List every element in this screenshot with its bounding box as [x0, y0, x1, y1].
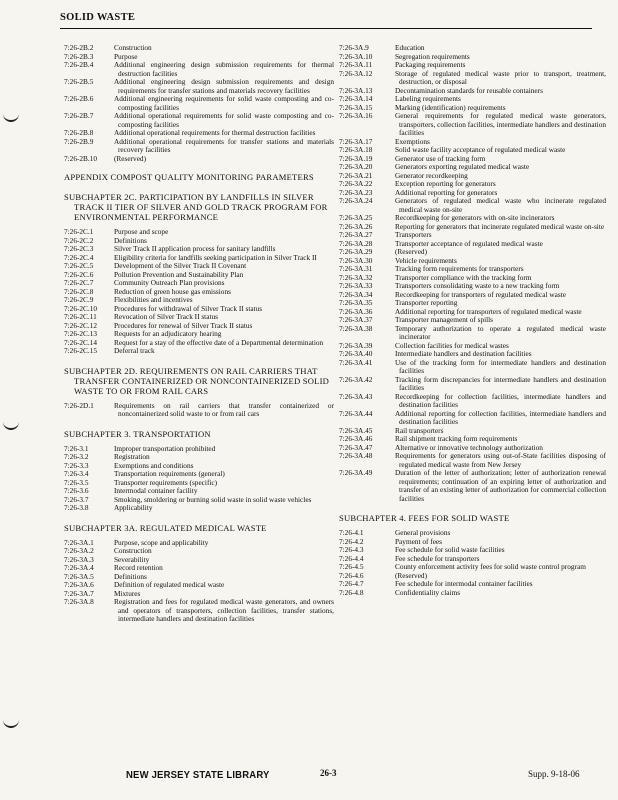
- toc-entry: [64, 402, 334, 419]
- section-number: 7:26-2B.9: [64, 136, 94, 146]
- section-title: Additional engineering requirements for solid waste composting and co-composting facilities: [114, 94, 334, 112]
- section-number: 7:26-4.3: [339, 545, 364, 554]
- section-title: Collection facilities for medical wastes: [395, 340, 509, 350]
- section-number: 7:26-3A.28: [339, 238, 373, 248]
- section-number: 7:26-3.8: [64, 503, 89, 512]
- section-title: Severability: [114, 554, 150, 564]
- toc-entry: [339, 529, 606, 538]
- section-number: 7:26-3A.15: [339, 102, 373, 112]
- toc-entry: [339, 359, 606, 376]
- section-number: 7:26-3A.27: [339, 230, 373, 239]
- entry-list-2c: [64, 228, 334, 356]
- section-title: Storage of regulated medical waste prior to transport, treatment, destruction, or disposal: [395, 68, 606, 86]
- section-title: Definitions: [114, 571, 147, 581]
- section-title: Transporter acceptance of regulated medical waste: [395, 238, 543, 248]
- section-number: 7:26-2D.1: [64, 400, 94, 410]
- section-title: Transporter management of spills: [395, 315, 494, 324]
- section-number: 7:26-3A.1: [64, 537, 94, 547]
- section-title: Transportation requirements (general): [114, 469, 225, 478]
- section-number: 7:26-3A.6: [64, 580, 94, 589]
- section-title: Recordkeeping for transporters of regulated medical waste: [395, 289, 567, 299]
- section-number: 7:26-2B.5: [64, 77, 94, 86]
- section-title: Alternative or innovative technology authorization: [395, 442, 543, 452]
- section-title: Decontamination standards for reusable containers: [395, 85, 543, 95]
- entry-list-4: [339, 529, 606, 597]
- toc-entry: [64, 288, 334, 297]
- section-number: 7:26-3A.25: [339, 213, 373, 222]
- binder-hole-mark: [3, 716, 19, 728]
- section-title: Revocation of Silver Track II status: [114, 312, 218, 321]
- section-number: 7:26-3A.44: [339, 408, 373, 418]
- section-title: Reduction of green house gas emissions: [114, 286, 231, 296]
- section-number: 7:26-3A.45: [339, 425, 373, 435]
- toc-entry: [64, 138, 334, 155]
- toc-entry: [339, 469, 606, 503]
- section-number: 7:26-3A.34: [339, 289, 373, 299]
- section-number: 7:26-3.2: [64, 452, 89, 461]
- section-number: 7:26-4.5: [339, 562, 364, 571]
- section-number: 7:26-3A.23: [339, 187, 373, 197]
- section-title: General provisions: [395, 528, 451, 537]
- section-number: 7:26-2C.3: [64, 244, 94, 253]
- right-column: [339, 44, 606, 597]
- section-number: 7:26-3A.38: [339, 323, 373, 333]
- section-number: 7:26-3A.21: [339, 170, 373, 180]
- toc-entry: [339, 563, 606, 572]
- section-number: 7:26-2B.8: [64, 128, 94, 137]
- section-title: Silver Track II application process for sanitary landfills: [114, 244, 276, 253]
- section-number: 7:26-3A.11: [339, 60, 373, 69]
- toc-entry: [64, 95, 334, 112]
- section-number: 7:26-4.6: [339, 570, 364, 580]
- section-title: Segregation requirements: [395, 51, 470, 61]
- toc-entry: [339, 197, 606, 214]
- section-number: 7:26-3.5: [64, 477, 89, 487]
- section-title: Construction: [114, 43, 152, 52]
- section-title: Generator recordkeeping: [395, 170, 468, 180]
- section-number: 7:26-3A.33: [339, 281, 373, 290]
- toc-entry: [64, 61, 334, 78]
- page-number: 26-3: [320, 768, 337, 778]
- section-number: 7:26-4.4: [339, 553, 364, 563]
- section-title: Improper transportation prohibited: [114, 443, 216, 453]
- toc-entry: [64, 339, 334, 348]
- section-number: 7:26-3A.14: [339, 94, 373, 103]
- section-number: 7:26-3A.8: [64, 597, 94, 606]
- toc-entry: [64, 445, 334, 454]
- section-title: Requirements on rail carriers that transfer containerized or noncontainerized solid waste to or from rail cars: [114, 400, 334, 418]
- section-number: 7:26-3.6: [64, 486, 89, 495]
- section-title: Purpose and scope: [114, 227, 169, 236]
- section-number: 7:26-3A.12: [339, 68, 373, 78]
- section-title: Fee schedule for solid waste facilities: [395, 545, 505, 554]
- section-title: Vehicle requirements: [395, 255, 457, 265]
- toc-entry: [339, 376, 606, 393]
- section-title: Additional reporting for generators: [395, 187, 498, 197]
- section-title: Procedures for withdrawal of Silver Track II status: [114, 303, 263, 313]
- section-number: 7:26-3A.22: [339, 179, 373, 188]
- section-number: 7:26-4.2: [339, 536, 364, 546]
- section-title: Request for a stay of the effective date of a Departmental determination: [114, 337, 324, 347]
- section-title: Flexibilities and incentives: [114, 295, 193, 304]
- toc-entry: [64, 228, 334, 237]
- section-title: (Reserved): [395, 247, 428, 256]
- section-number: 7:26-2C.12: [64, 320, 98, 330]
- section-number: 7:26-3A.32: [339, 272, 373, 282]
- toc-entry: [64, 479, 334, 488]
- section-number: 7:26-3A.17: [339, 136, 373, 146]
- toc-entry: [339, 112, 606, 138]
- toc-entry: [64, 453, 334, 462]
- toc-entry: [64, 564, 334, 573]
- toc-entry: [64, 112, 334, 129]
- entry-list-2b: [64, 44, 334, 163]
- toc-entry: [339, 163, 606, 172]
- toc-entry: [339, 44, 606, 53]
- toc-entry: [339, 291, 606, 300]
- section-title: Payment of fees: [395, 536, 443, 546]
- section-title: Transporter reporting: [395, 298, 458, 307]
- section-number: 7:26-3A.18: [339, 145, 373, 154]
- section-title: Transporter requirements (specific): [114, 477, 218, 487]
- subchapter-4-heading: SUBCHAPTER 4. FEES FOR SOLID WASTE: [339, 513, 510, 523]
- entry-list-3a-continued: [339, 44, 606, 503]
- section-title: Exception reporting for generators: [395, 179, 496, 188]
- toc-entry: [64, 155, 334, 164]
- section-title: Applicability: [114, 503, 153, 512]
- subchapter-3-heading: SUBCHAPTER 3. TRANSPORTATION: [64, 428, 211, 439]
- section-number: 7:26-3A.3: [64, 554, 94, 564]
- section-title: Generators of regulated medical waste who incinerate regulated medical waste on-site: [395, 196, 606, 214]
- toc-entry: [64, 547, 334, 556]
- section-number: 7:26-2B.4: [64, 60, 94, 69]
- section-number: 7:26-2C.15: [64, 346, 98, 355]
- section-title: Duration of the letter of authorization; letter of authorization renewal requirements; continuation of an expiring letter of authorization and transfer of an existing letter of authorization for commercial collection facilities: [395, 468, 606, 503]
- section-number: 7:26-2C.13: [64, 329, 98, 338]
- toc-entry: [339, 393, 606, 410]
- section-title: Use of the tracking form for intermediate handlers and destination facilities: [395, 357, 606, 375]
- section-title: Packaging requirements: [395, 60, 466, 69]
- section-number: 7:26-3.1: [64, 443, 89, 453]
- section-title: Smoking, smoldering or burning solid waste in solid waste vehicles: [114, 494, 312, 504]
- section-title: Requests for an adjudicatory hearing: [114, 329, 222, 338]
- section-number: 7:26-3A.37: [339, 315, 373, 324]
- section-title: Education: [395, 43, 425, 52]
- section-number: 7:26-3A.30: [339, 255, 373, 265]
- section-title: Fee schedule for transporters: [395, 553, 480, 563]
- section-number: 7:26-3A.49: [339, 468, 373, 477]
- section-title: Registration and fees for regulated medical waste generators, and owners and operators of transporters, collection facilities, transfer stations, intermediate handlers and destination facilities: [114, 597, 334, 623]
- section-title: Transporter compliance with the tracking form: [395, 272, 532, 282]
- section-title: Additional operational requirements for transfer stations and materials recovery facilities: [114, 136, 334, 154]
- section-title: Rail shipment tracking form requirements: [395, 434, 518, 443]
- section-number: 7:26-3A.42: [339, 374, 373, 384]
- section-number: 7:26-2C.14: [64, 337, 98, 347]
- section-number: 7:26-2C.1: [64, 227, 94, 236]
- toc-entry: [339, 589, 606, 598]
- section-number: 7:26-3A.39: [339, 340, 373, 350]
- subchapter-2d-heading: SUBCHAPTER 2D. REQUIREMENTS ON RAIL CARRIERS THAT TRANSFER CONTAINERIZED OR NONCONTAINERIZED SOLID WASTE TO OR FROM RAIL CARS: [64, 365, 330, 396]
- section-title: Community Outreach Plan provisions: [114, 278, 225, 287]
- section-number: 7:26-2B.2: [64, 43, 94, 52]
- toc-entry: [339, 87, 606, 96]
- section-title: Requirements for generators using out-of-State facilities disposing of regulated medical waste from New Jersey: [395, 451, 606, 469]
- section-number: 7:26-2B.7: [64, 111, 94, 120]
- section-title: Confidentiality claims: [395, 587, 461, 597]
- section-title: Pollution Prevention and Sustainability Plan: [114, 269, 244, 279]
- section-number: 7:26-3A.9: [339, 43, 369, 52]
- section-number: 7:26-2C.2: [64, 235, 94, 245]
- section-number: 7:26-3.4: [64, 469, 89, 478]
- toc-entry: [64, 556, 334, 565]
- section-title: Temporary authorization to operate a regulated medical waste incinerator: [395, 323, 606, 341]
- subchapter-3a-heading: SUBCHAPTER 3A. REGULATED MEDICAL WASTE: [64, 522, 267, 533]
- section-title: General requirements for regulated medical waste generators, transporters, collection facilities, intermediate handlers and destination facilities: [395, 111, 606, 137]
- section-number: 7:26-3A.40: [339, 349, 373, 358]
- section-title: Additional engineering design submission requirements and design requirements for transfer stations and materials recovery facilities: [114, 77, 334, 95]
- section-title: Transporters consolidating waste to a new tracking form: [395, 281, 560, 290]
- section-number: 7:26-4.7: [339, 579, 364, 588]
- section-number: 7:26-3A.48: [339, 451, 373, 460]
- section-number: 7:26-4.1: [339, 528, 364, 537]
- section-title: Procedures for renewal of Silver Track II status: [114, 320, 253, 330]
- section-number: 7:26-3A.36: [339, 306, 373, 316]
- section-number: 7:26-2C.8: [64, 286, 94, 296]
- section-title: Development of the Silver Track II Covenant: [114, 261, 247, 270]
- toc-entry: [339, 223, 606, 232]
- section-number: 7:26-2C.5: [64, 261, 94, 270]
- section-number: 7:26-2C.7: [64, 278, 94, 287]
- section-number: 7:26-2B.3: [64, 51, 94, 61]
- page-title: SOLID WASTE: [60, 12, 136, 23]
- toc-entry: [339, 410, 606, 427]
- section-title: Additional reporting for collection facilities, intermediate handlers and destination facilities: [395, 408, 606, 426]
- toc-entry: [64, 44, 334, 53]
- toc-entry: [64, 78, 334, 95]
- section-number: 7:26-2C.10: [64, 303, 98, 313]
- section-number: 7:26-3A.46: [339, 434, 373, 443]
- section-title: Tracking form discrepancies for intermediate handlers and destination facilities: [395, 374, 606, 392]
- section-title: Tracking form requirements for transporters: [395, 264, 524, 273]
- section-title: Mixtures: [114, 588, 141, 598]
- section-title: Eligibility criteria for landfills seeking participation in Silver Track II: [114, 252, 317, 262]
- toc-entry: [64, 539, 334, 548]
- section-number: 7:26-3.3: [64, 460, 89, 470]
- subchapter-2c-heading: SUBCHAPTER 2C. PARTICIPATION BY LANDFILLS IN SILVER TRACK II TIER OF SILVER AND GOLD TRACK PROGRAM FOR ENVIRONMENTAL PERFORMANCE: [64, 192, 328, 222]
- section-number: 7:26-3A.19: [339, 153, 373, 163]
- entry-list-2d: [64, 402, 334, 419]
- section-number: 7:26-3A.24: [339, 196, 373, 205]
- section-title: Exemptions: [395, 136, 430, 146]
- section-number: 7:26-3A.4: [64, 563, 94, 572]
- section-title: Reporting for generators that incinerate regulated medical waste on-site: [395, 221, 605, 231]
- toc-entry: [339, 53, 606, 62]
- section-title: Purpose, scope and applicability: [114, 537, 209, 547]
- section-number: 7:26-3A.29: [339, 247, 373, 256]
- toc-entry: [64, 581, 334, 590]
- binder-hole-mark: [3, 110, 19, 122]
- section-number: 7:26-3A.35: [339, 298, 373, 307]
- section-number: 7:26-3A.26: [339, 221, 373, 231]
- section-title: Exemptions and conditions: [114, 460, 194, 470]
- section-title: Registration: [114, 452, 150, 461]
- section-title: Recordkeeping for collection facilities, intermediate handlers and destination facilities: [395, 391, 606, 409]
- toc-entry: [339, 452, 606, 469]
- section-title: Intermediate handlers and destination facilities: [395, 349, 532, 358]
- supplement-date: Supp. 9-18-06: [528, 769, 580, 779]
- section-number: 7:26-3A.5: [64, 571, 94, 581]
- section-number: 7:26-2B.6: [64, 94, 94, 103]
- binder-hole-mark: [3, 418, 19, 430]
- section-title: Deferral track: [114, 346, 155, 355]
- section-title: Additional reporting for transporters of regulated medical waste: [395, 306, 582, 316]
- section-title: (Reserved): [114, 153, 147, 163]
- section-number: 7:26-3A.16: [339, 111, 373, 120]
- section-number: 7:26-2C.6: [64, 269, 94, 279]
- section-number: 7:26-4.8: [339, 587, 364, 597]
- section-title: Additional operational requirements for thermal destruction facilities: [114, 128, 316, 137]
- section-title: Solid waste facility acceptance of regulated medical waste: [395, 145, 566, 154]
- section-number: 7:26-2B.10: [64, 153, 98, 163]
- section-number: 7:26-3A.10: [339, 51, 373, 61]
- toc-entry: [339, 580, 606, 589]
- toc-entry: [64, 496, 334, 505]
- toc-entry: [64, 598, 334, 624]
- section-title: Intermodal container facility: [114, 486, 198, 495]
- entry-list-3a: [64, 539, 334, 624]
- section-title: Rail transporters: [395, 425, 444, 435]
- toc-entry: [64, 504, 334, 513]
- section-title: Marking (identification) requirements: [395, 102, 506, 112]
- section-number: 7:26-3A.31: [339, 264, 373, 273]
- section-title: Additional engineering design submission requirements for thermal destruction facilities: [114, 60, 334, 78]
- appendix-heading: APPENDIX COMPOST QUALITY MONITORING PARAMETERS: [64, 172, 314, 182]
- section-title: Transporters: [395, 230, 432, 239]
- section-number: 7:26-3A.47: [339, 442, 373, 452]
- section-number: 7:26-2C.11: [64, 312, 97, 321]
- page-header: [60, 8, 592, 29]
- section-title: Definition of regulated medical waste: [114, 580, 225, 589]
- section-title: County enforcement activity fees for solid waste control program: [395, 562, 586, 571]
- library-stamp: NEW JERSEY STATE LIBRARY: [126, 770, 270, 781]
- section-title: Purpose: [114, 51, 138, 61]
- toc-entry: [339, 70, 606, 87]
- section-number: 7:26-3.7: [64, 494, 89, 504]
- section-number: 7:26-3A.43: [339, 391, 373, 401]
- section-title: Generator use of tracking form: [395, 153, 486, 163]
- section-title: Record retention: [114, 563, 163, 572]
- toc-entry: [64, 347, 334, 356]
- section-number: 7:26-3A.41: [339, 357, 373, 367]
- section-title: Definitions: [114, 235, 147, 245]
- section-title: Recordkeeping for generators with on-site incinerators: [395, 213, 555, 222]
- toc-entry: [339, 248, 606, 257]
- section-number: 7:26-3A.20: [339, 162, 373, 171]
- section-title: Construction: [114, 546, 152, 555]
- toc-entry: [339, 325, 606, 342]
- entry-list-3: [64, 445, 334, 513]
- left-column: [64, 44, 334, 624]
- section-number: 7:26-3A.13: [339, 85, 373, 95]
- section-title: Labeling requirements: [395, 94, 461, 103]
- section-title: Additional operational requirements for solid waste composting and co-composting facilities: [114, 111, 334, 129]
- section-number: 7:26-3A.7: [64, 588, 94, 598]
- toc-entry: [339, 240, 606, 249]
- section-title: (Reserved): [395, 570, 428, 580]
- section-title: Fee schedule for intermodal container facilities: [395, 579, 533, 588]
- section-number: 7:26-2C.4: [64, 252, 94, 262]
- section-number: 7:26-3A.2: [64, 546, 94, 555]
- section-title: Generators exporting regulated medical waste: [395, 162, 530, 171]
- section-number: 7:26-2C.9: [64, 295, 94, 304]
